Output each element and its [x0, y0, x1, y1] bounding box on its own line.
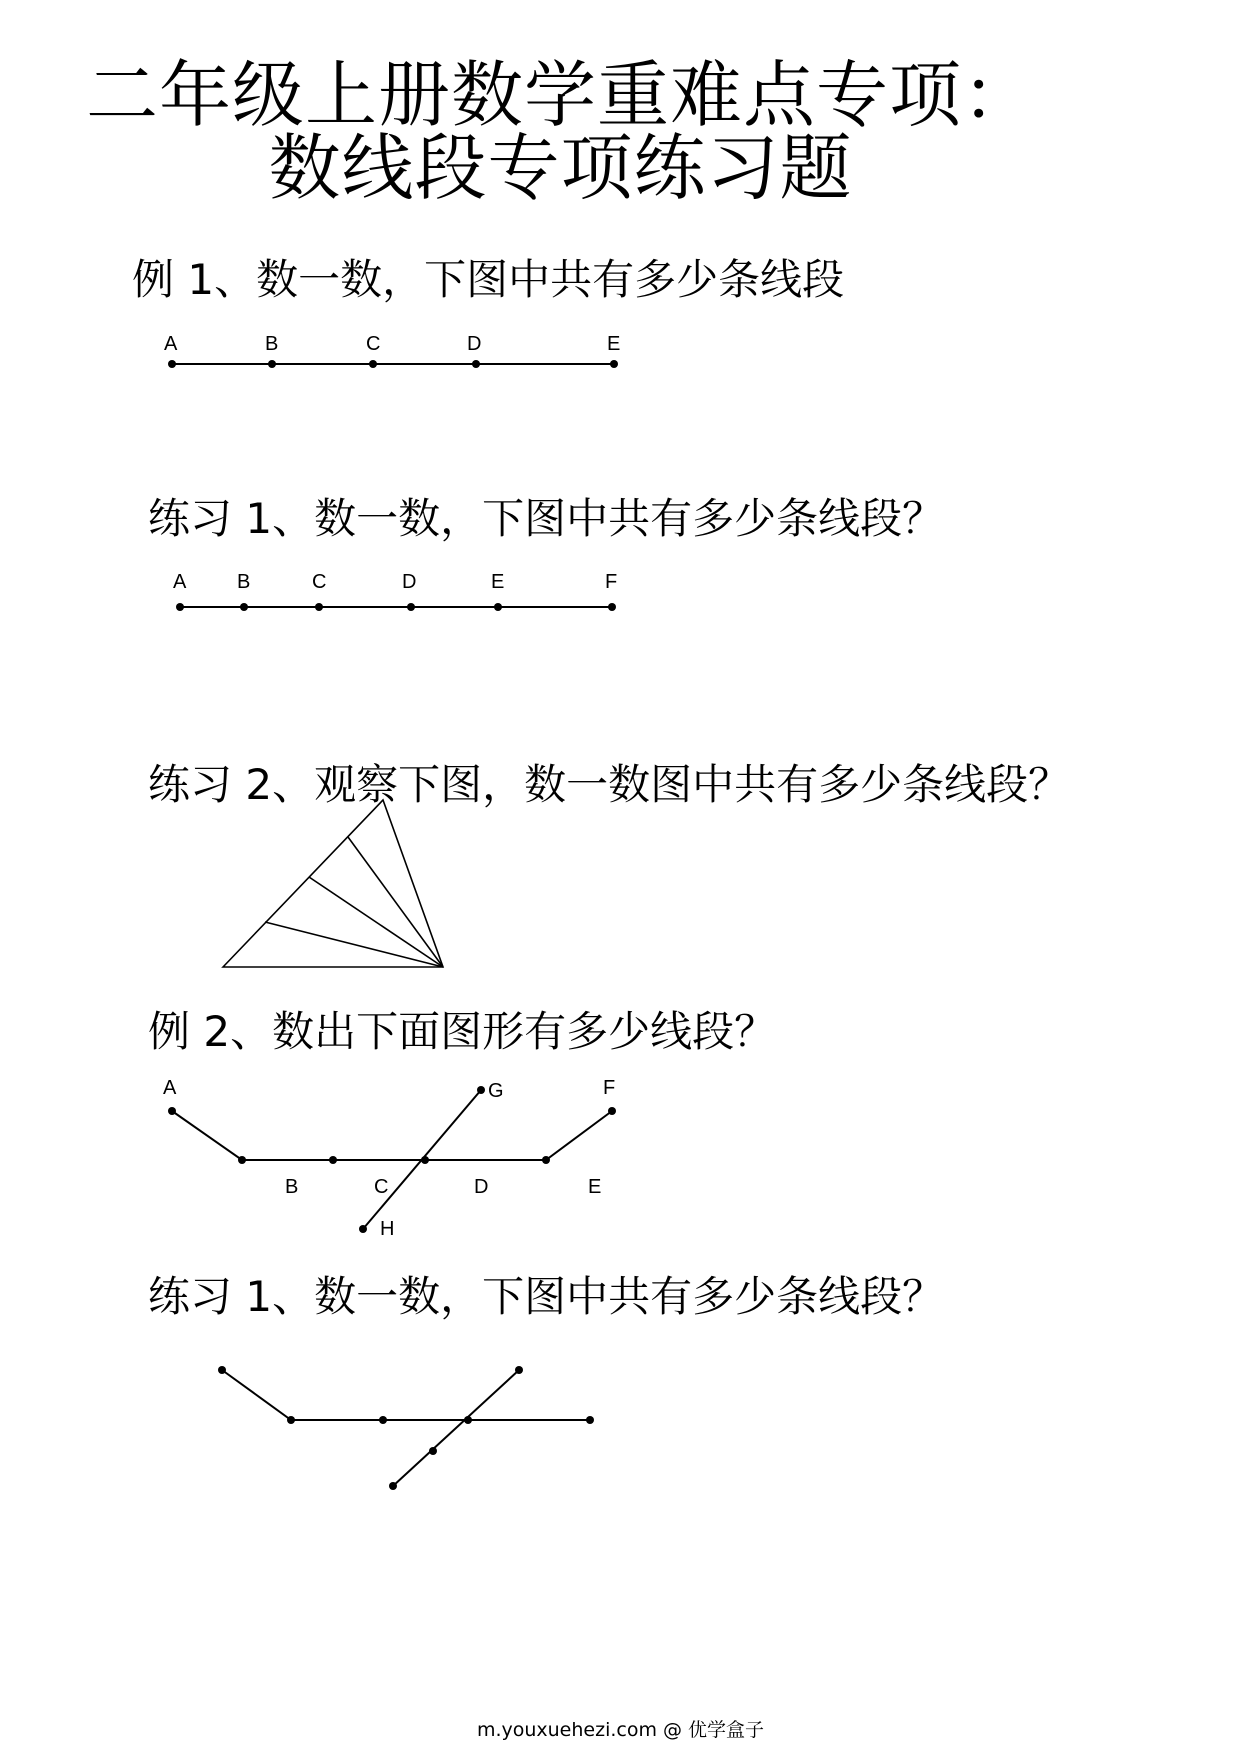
point-a [168, 1107, 176, 1115]
label-a: A [173, 571, 187, 593]
point-1 [218, 1366, 226, 1374]
point-f [608, 603, 616, 611]
label-d: D [474, 1176, 489, 1198]
point-a [176, 603, 184, 611]
point-f [608, 1107, 616, 1115]
point-e [494, 603, 502, 611]
point-2 [287, 1416, 295, 1424]
label-e: E [588, 1176, 602, 1198]
figure-1-line-segment [0, 330, 1241, 390]
point-c [315, 603, 323, 611]
point-8 [389, 1482, 397, 1490]
label-h: H [380, 1218, 395, 1240]
point-4 [464, 1416, 472, 1424]
point-b [238, 1156, 246, 1164]
question-5-text: 练习 1、数一数，下图中共有多少条线段？ [148, 1272, 945, 1321]
label-c: C [312, 571, 327, 593]
point-b [268, 360, 276, 368]
label-c: C [374, 1176, 389, 1198]
label-b: B [265, 333, 279, 355]
question-4-text: 例 2、数出下面图形有多少线段？ [148, 1007, 777, 1056]
label-d: D [467, 333, 482, 355]
point-d [472, 360, 480, 368]
label-a: A [163, 1077, 177, 1099]
point-e [610, 360, 618, 368]
point-b [240, 603, 248, 611]
point-3 [379, 1416, 387, 1424]
point-a [168, 360, 176, 368]
question-3-text: 练习 2、观察下图，数一数图中共有多少条线段？ [148, 760, 1071, 809]
label-f: F [603, 1077, 616, 1099]
label-e: E [491, 571, 505, 593]
point-7 [429, 1447, 437, 1455]
page-title-line2: 数线段专项练习题 [268, 126, 853, 210]
figure-3-triangle [0, 790, 1241, 990]
label-g: G [488, 1080, 504, 1102]
point-d [407, 603, 415, 611]
figure-5-line-segments [0, 1350, 1241, 1510]
label-b: B [285, 1176, 299, 1198]
point-c [369, 360, 377, 368]
point-d [421, 1156, 429, 1164]
question-1-text: 例 1、数一数，下图中共有多少条线段 [132, 255, 845, 304]
point-6 [515, 1366, 523, 1374]
label-b: B [237, 571, 251, 593]
point-g [477, 1086, 485, 1094]
point-c [329, 1156, 337, 1164]
figure-2-line-segment [0, 565, 1241, 625]
footer-source: m.youxuehezi.com @ 优学盒子 [476, 1719, 765, 1741]
label-e: E [607, 333, 621, 355]
point-e [542, 1156, 550, 1164]
label-a: A [164, 333, 178, 355]
figure-4-line-segments [0, 1070, 1241, 1250]
label-c: C [366, 333, 381, 355]
label-d: D [402, 571, 417, 593]
label-f: F [605, 571, 618, 593]
page-title-line1: 二年级上册数学重难点专项： [85, 53, 1035, 137]
point-5 [586, 1416, 594, 1424]
point-h [359, 1225, 367, 1233]
question-2-text: 练习 1、数一数，下图中共有多少条线段？ [148, 494, 945, 543]
